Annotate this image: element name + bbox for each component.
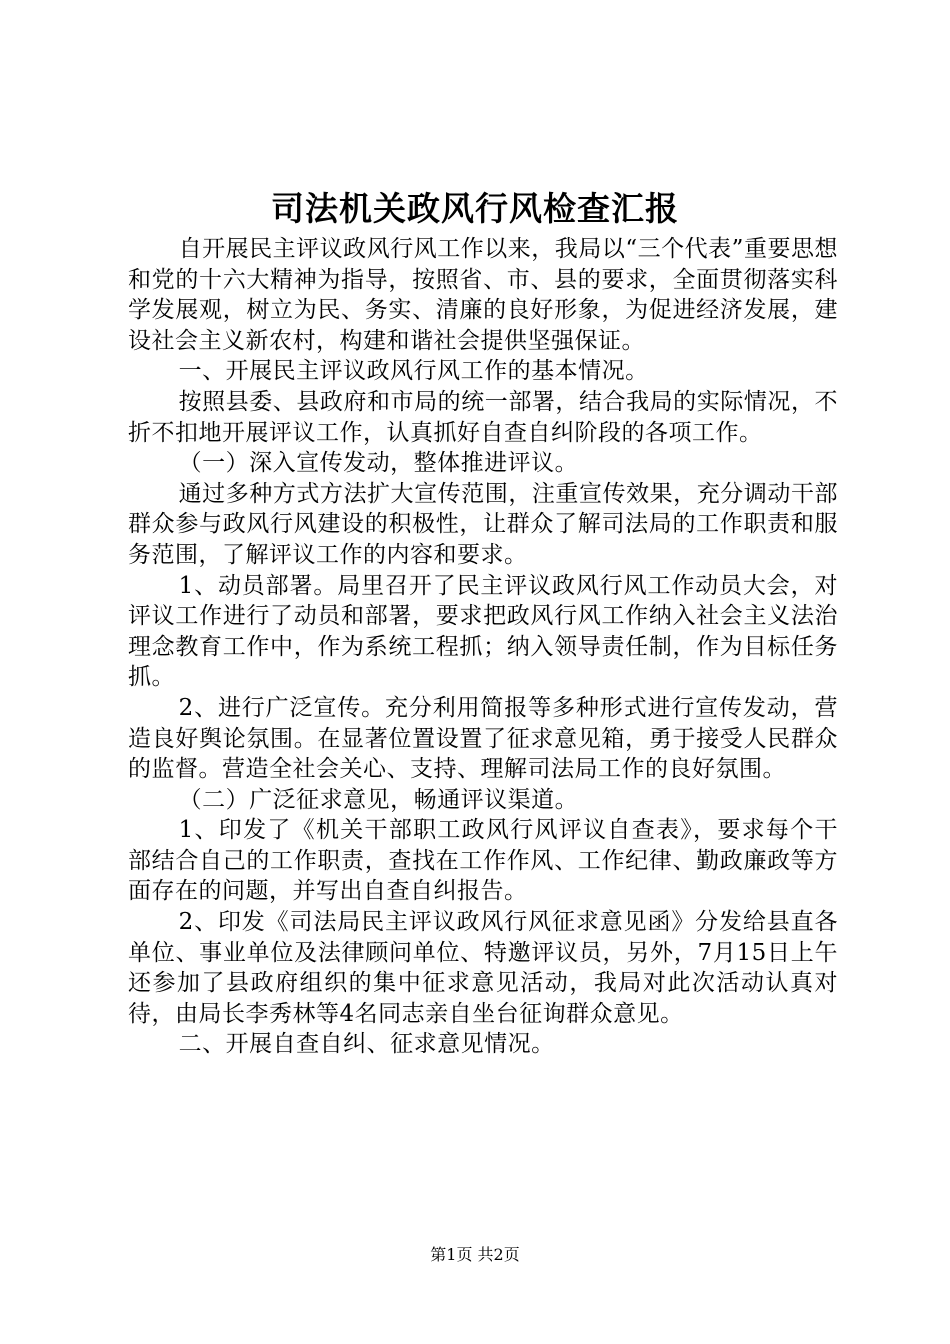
paragraph-item-publicity: 2、进行广泛宣传。充分利用简报等多种形式进行宣传发动，营造良好舆论氛围。在显著位置设置了征求意见箱，勇于接受人民群众的监督。营造全社会关心、支持、理解司法局工作的良好氛围。 — [128, 694, 838, 783]
document-body — [128, 234, 838, 1060]
paragraph-section-2-heading: 二、开展自查自纠、征求意见情况。 — [178, 1031, 555, 1058]
page-number-footer: 第1页 共2页 — [430, 1245, 520, 1264]
paragraph-subsection-1-heading: （一）深入宣传发动，整体推进评议。 — [178, 450, 579, 477]
paragraph-item-opinion-letter: 2、印发《司法局民主评议政风行风征求意见函》分发给县直各单位、事业单位及法律顾问单位、特邀评议员，另外，7月15日上午还参加了县政府组织的集中征求意见活动，我局对此次活动认真对待，由局长李秀林等4名同志亲自坐台征询群众意见。 — [128, 909, 838, 1027]
paragraph-subsection-2-heading: （二）广泛征求意见，畅通评议渠道。 — [178, 786, 579, 813]
paragraph-subsection-1-body: 通过多种方式方法扩大宣传范围，注重宣传效果，充分调动干部群众参与政风行风建设的积极性，让群众了解司法局的工作职责和服务范围，了解评议工作的内容和要求。 — [128, 480, 838, 568]
paragraph-intro: 自开展民主评议政风行风工作以来，我局以“三个代表”重要思想和党的十六大精神为指导，按照省、市、县的要求，全面贯彻落实科学发展观，树立为民、务实、清廉的良好形象，为促进经济发展，建设社会主义新农村，构建和谐社会提供坚强保证。 — [128, 236, 838, 354]
paragraph-section-1-body: 按照县委、县政府和市局的统一部署，结合我局的实际情况，不折不扣地开展评议工作，认真抓好自查自纠阶段的各项工作。 — [128, 388, 838, 446]
document-title: 司法机关政风行风检查汇报 — [271, 189, 679, 228]
paragraph-section-1-heading: 一、开展民主评议政风行风工作的基本情况。 — [178, 358, 649, 385]
paragraph-item-self-check-form: 1、印发了《机关干部职工政风行风评议自查表》，要求每个干部结合自己的工作职责，查找在工作作风、工作纪律、勤政廉政等方面存在的问题，并写出自查自纠报告。 — [128, 817, 838, 905]
paragraph-item-mobilization: 1、动员部署。局里召开了民主评议政风行风工作动员大会，对评议工作进行了动员和部署，要求把政风行风工作纳入社会主义法治理念教育工作中，作为系统工程抓；纳入领导责任制，作为目标任务抓。 — [128, 572, 838, 691]
